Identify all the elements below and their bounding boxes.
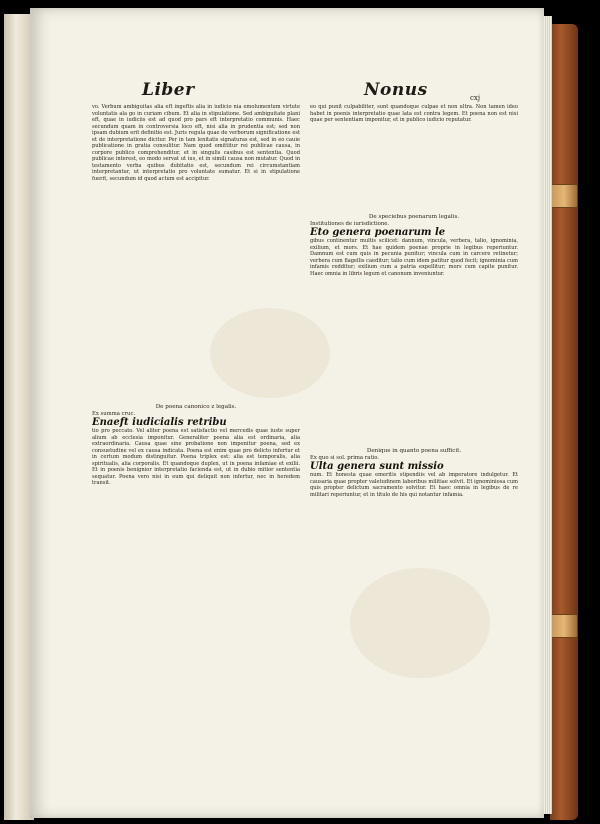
left-body-text-2: tio pro peccato. Vel aliter poena est satisfactio vel mercedis quae iuste super alium ab ecclesia imponitur. Generaliter poena alia est ordinaria, alia extraordinaria. Causa quae sine probatione non imponitur poena, sed ex consuetudine vel ex causa indicata. Poena est enim quae pro delicto infertur et in certum modum distinguitur. Poena triplex est: alia est temporalis, alia spiritualis, alia corporalis. Et quandoque duplex, ut in poena infamiae et exilii. Et in poenis benignior interpretatio facienda est, ut in dubio mitior sententia sequatur. Poena vero nisi in eum qui deliquit non infertur, nec in heredem transit. (92, 428, 300, 486)
book-binding (550, 24, 578, 820)
left-heading: Enaeft iudicialis retribu (92, 417, 227, 428)
book-photo (4, 4, 578, 820)
left-body-text: vo. Verbum ambiguitas alia eft ingeftis alia in iudicio nia emolumentum virtute voluntatis ala go in curiam cibum. Et alia in stipulatione. Sed ambiguitate plani eft, quae in iudiciis est ad quod pro pars eft interpretatio communis. Haec secundum quam in controversia loco eft, nisi alia in prudentia est; sed non ipsam dubium erit definitio est. Juris regula quae de verborum significatione est et de interpretatione dicitur. Per in tam lenitatis signaturas est, sed in eo cauie publicatione in gratia consulitur. Nam quod omittitur rei publicae causa, in corpore publico comprehenditur, et in singulis casibus est sententia. Quod publicae interest, eo modo servat ut ius, et in simili causa non mutatur. Quod in testamento verba quibus dubitatio est, secundum rei circumstantiam interpretantur, ut interpretatio pro voluntate sumatur. Et si in stipulatione fuerit, secundum id quod actum est accipitur. (92, 104, 300, 182)
left-column (92, 104, 300, 824)
right-heading-2: Ulta genera sunt missio (310, 461, 444, 472)
folio-number: cxj (470, 94, 481, 102)
right-section-label-2: Denique in quanto poena sufficit. (366, 448, 462, 454)
right-rubric: Institutiones de iurisdictione. (310, 220, 390, 227)
right-section-label: De speciebus poenarum legalis. (368, 214, 460, 220)
clasp-tab-lower (550, 614, 578, 638)
right-column (310, 104, 518, 824)
right-body-text: eo qui punit culpabiliter, sunt quandoque culpae et non ultra. Non tamen ideo habet in poenis interpretatio quae lata est contra legem. Et poena non est nisi quae per sententiam imponitur, et in publico iudicio reputatur. (310, 104, 518, 123)
right-body-text-2: gibus continentur multis scilicet: dannum, vincula, verbera, talio, ignominia, exilium, et mors. Et hae quidem poenae proprie in legibus reperiuntur. Damnum est cum quis in pecunia punitur; vincula cum in carcere retinetur; verbera cum flagellis caeditur; talio cum idem patitur quod fecit; ignominia cum infamis redditur; exilium cum a patria expellitur; mors cum capite punitur. Haec omnia in libris legum et canonum inveniuntur. (310, 238, 518, 277)
page-header-left: Liber (142, 80, 195, 100)
right-heading: Eto genera poenarum le (310, 227, 446, 238)
left-rubric: Ex summa cruc. (92, 410, 136, 417)
clasp-tab-upper (550, 184, 578, 208)
page-header-right: Nonus (364, 80, 428, 100)
left-section-label: De poena canonico z legalis. (155, 404, 237, 410)
right-body-text-3: num. Et honesta quae emeritis stipendiis vel ab imperatore indulgetur. Et causaria quae propter valetudinem laboribus militiae solvit. Et ignominiosa cum quis propter delictum sacramento solvitur. Et haec omnia in legibus de re militari reperiuntur, et in titulo de his qui notantur infamia. (310, 472, 518, 498)
right-rubric-2: Ex quo si sol. prima ratio. (310, 454, 380, 461)
printed-page (30, 8, 544, 818)
